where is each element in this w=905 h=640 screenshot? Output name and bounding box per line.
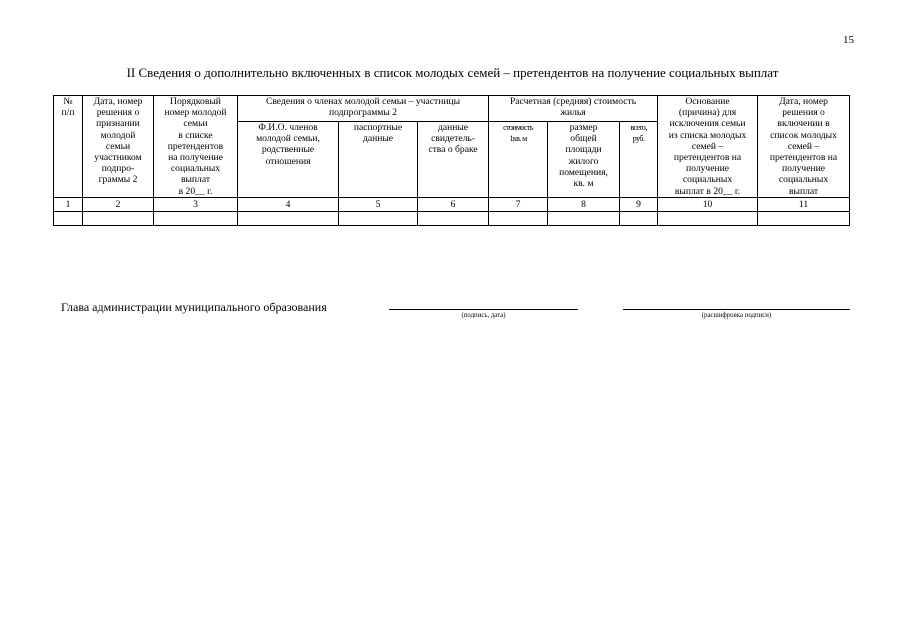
header-exclusion-reason: Основание (причина) для исключения семьи из списка молодых семей – претендентов на получение социальных выплат в 20__ г. xyxy=(658,96,758,198)
page-number: 15 xyxy=(843,34,854,46)
table-cell xyxy=(154,211,238,225)
table-column-numbers-row xyxy=(54,197,850,211)
header-family-members-group: Сведения о членах молодой семьи – участницы подпрограммы 2 xyxy=(238,96,489,122)
header-marriage-certificate: данные свидетель- ства о браке xyxy=(418,122,489,198)
signature-decode-caption: (расшифровка подписи) xyxy=(701,312,772,319)
table-cell xyxy=(83,211,154,225)
header-passport-data: паспортные данные xyxy=(339,122,418,198)
header-decision-date: Дата, номер решения о признании молодой семьи участником подпро- граммы 2 xyxy=(83,96,154,198)
table-cell xyxy=(489,211,548,225)
header-living-area: размер общей площади жилого помещения, кв. м xyxy=(548,122,620,198)
table-cell xyxy=(658,211,758,225)
column-number: 10 xyxy=(658,197,758,211)
table-cell xyxy=(238,211,339,225)
table-cell xyxy=(758,211,850,225)
signature-caption: (подпись, дата) xyxy=(461,312,506,319)
column-number: 1 xyxy=(54,197,83,211)
table-cell xyxy=(54,211,83,225)
header-number: № п/п xyxy=(54,96,83,198)
table-cell xyxy=(339,211,418,225)
families-table xyxy=(53,95,850,226)
header-inclusion-decision: Дата, номер решения о включении в список молодых семей – претендентов на получение социальных выплат xyxy=(758,96,850,198)
signature-line xyxy=(389,309,578,310)
header-housing-cost-group: Расчетная (средняя) стоимость жилья xyxy=(489,96,658,122)
column-number: 11 xyxy=(758,197,850,211)
table-header-row xyxy=(54,96,850,122)
column-number: 6 xyxy=(418,197,489,211)
header-cost-per-sqm: стоимость 1кв. м xyxy=(489,122,548,198)
header-full-names: Ф.И.О. членов молодой семьи, родственные отношения xyxy=(238,122,339,198)
column-number: 5 xyxy=(339,197,418,211)
signature-decode-line xyxy=(623,309,850,310)
document-title: II Сведения о дополнительно включенных в список молодых семей – претендентов на получение социальных выплат xyxy=(126,65,779,80)
column-number: 2 xyxy=(83,197,154,211)
head-of-administration-label: Глава администрации муниципального образования xyxy=(61,300,327,314)
table-cell xyxy=(548,211,620,225)
column-number: 7 xyxy=(489,197,548,211)
header-order-number: Порядковый номер молодой семьи в списке претендентов на получение социальных выплат в 20__ г. xyxy=(154,96,238,198)
column-number: 3 xyxy=(154,197,238,211)
table-cell xyxy=(418,211,489,225)
header-total-rub: всего, руб. xyxy=(620,122,658,198)
column-number: 4 xyxy=(238,197,339,211)
table-cell xyxy=(620,211,658,225)
table-empty-row xyxy=(54,211,850,225)
column-number: 8 xyxy=(548,197,620,211)
column-number: 9 xyxy=(620,197,658,211)
